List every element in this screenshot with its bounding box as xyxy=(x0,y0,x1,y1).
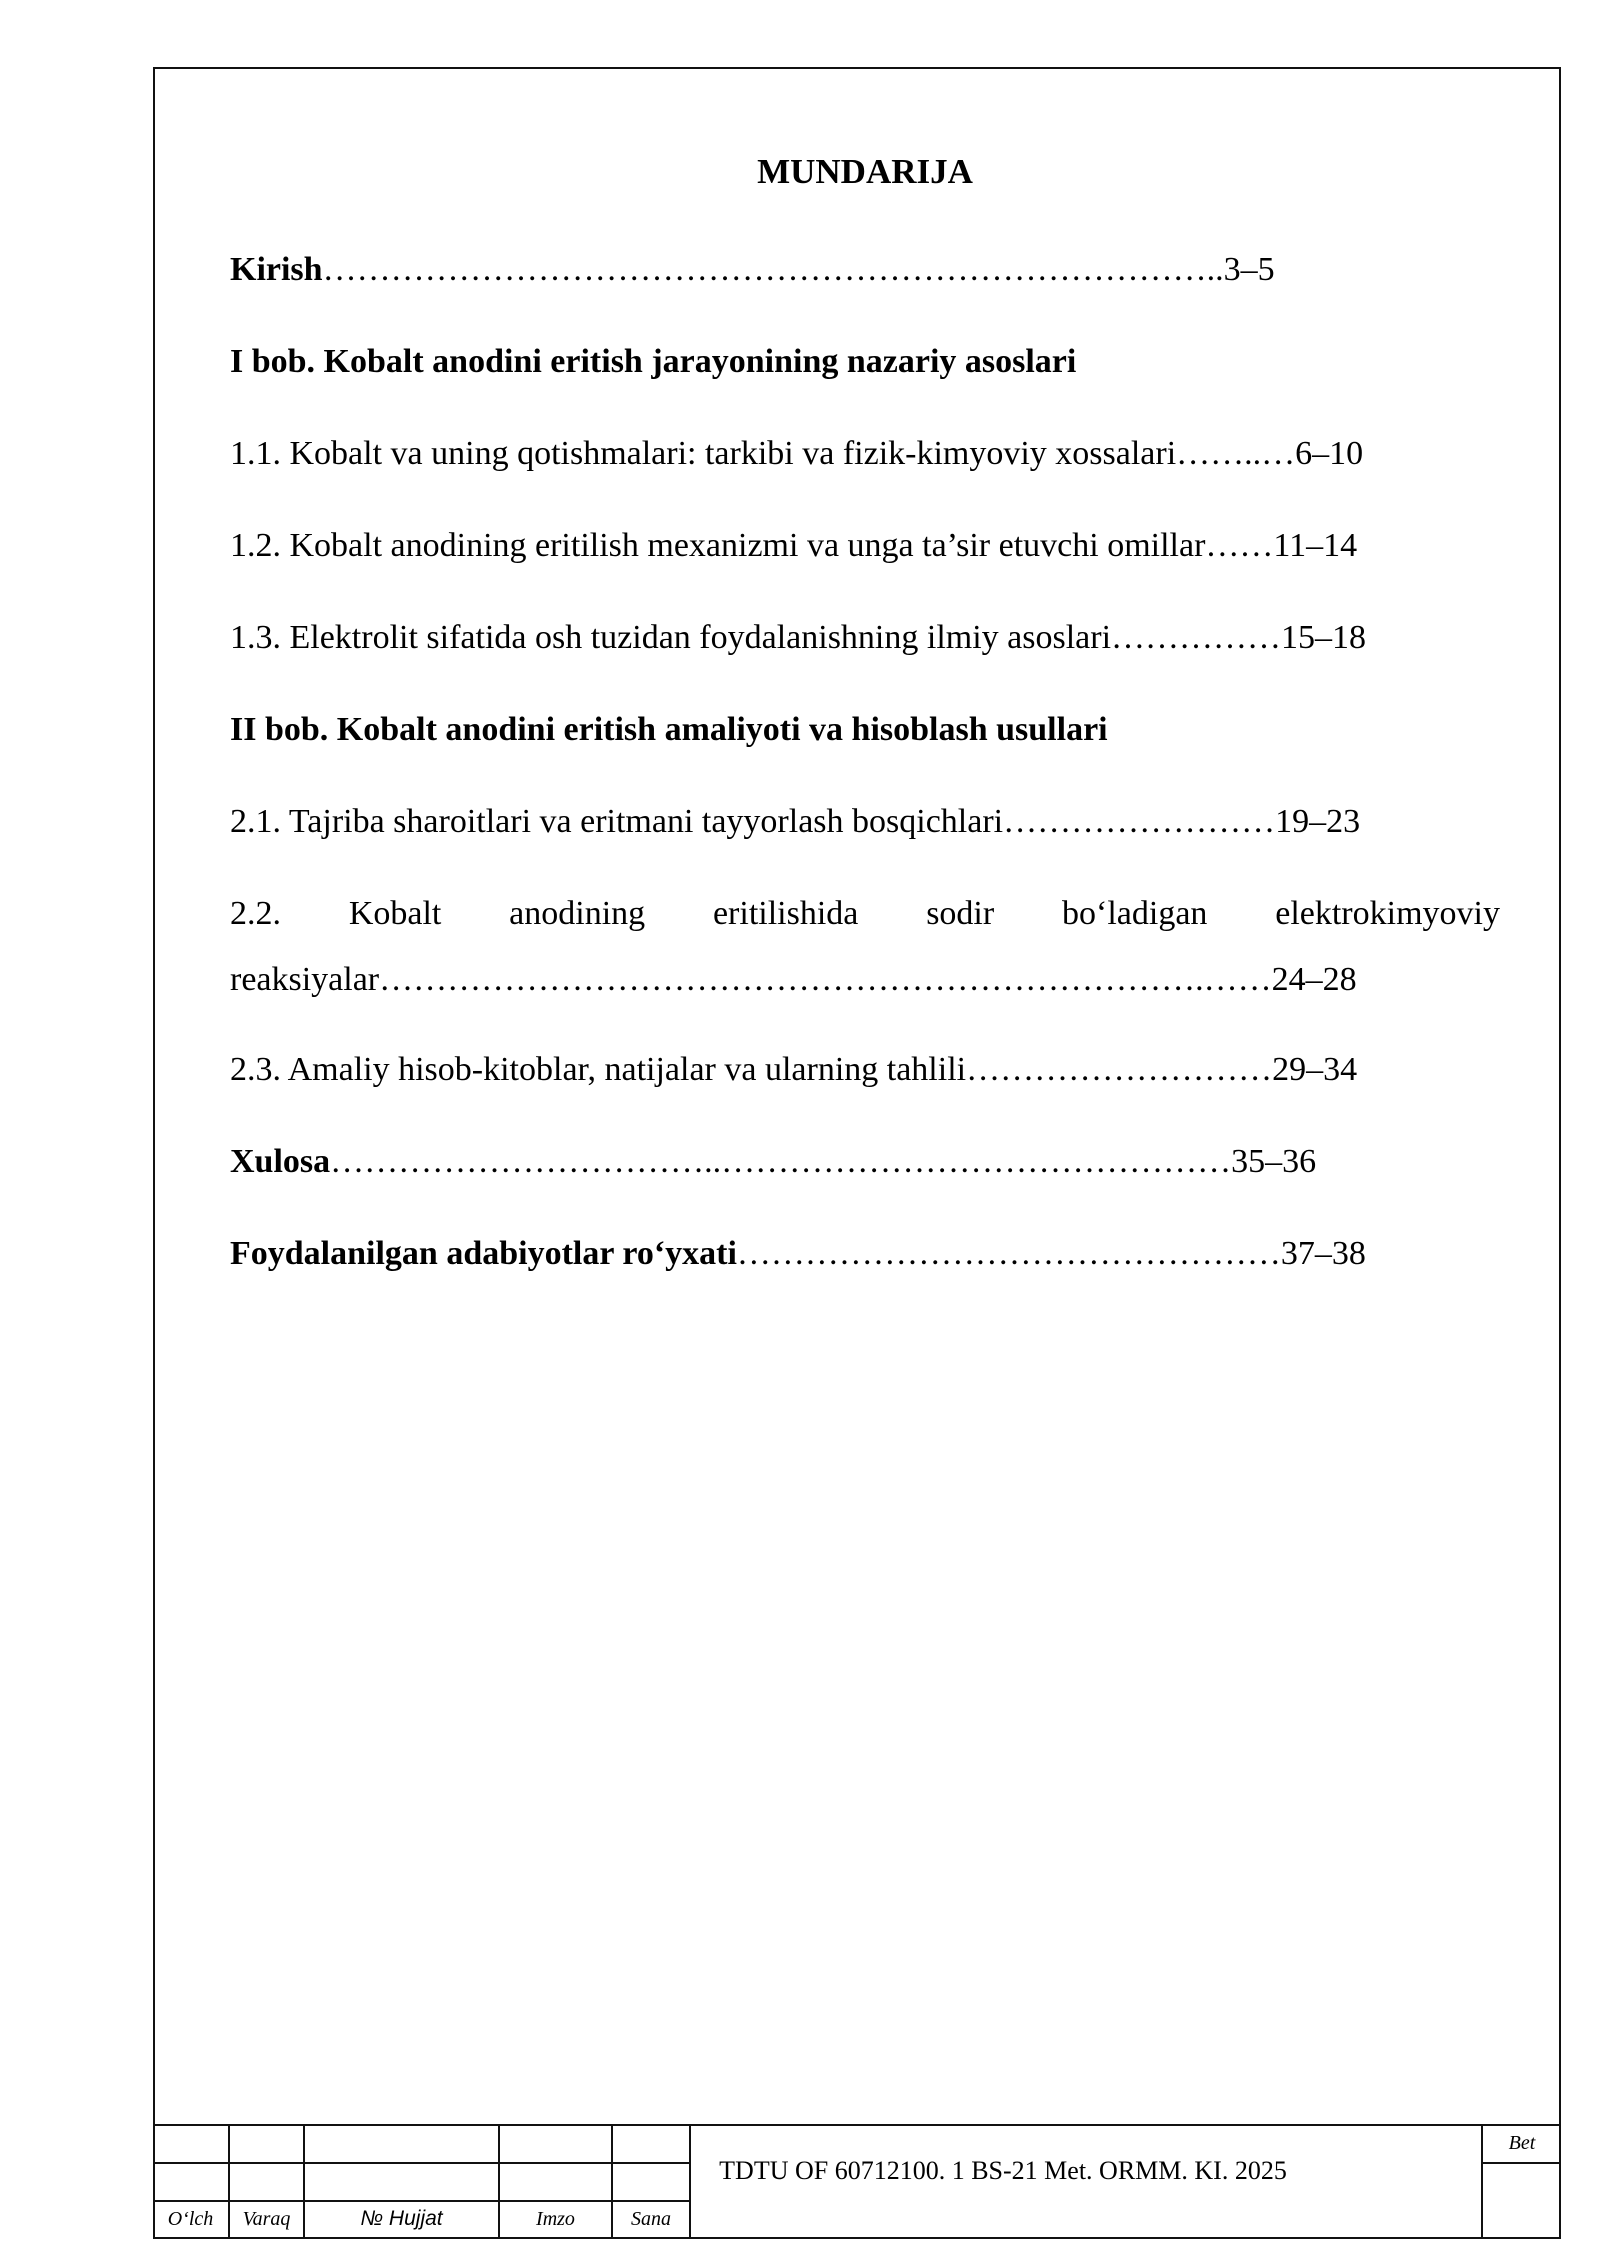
toc-entry-2-3 xyxy=(230,1050,1500,1090)
toc-entry-adabiyotlar xyxy=(230,1234,1500,1274)
toc-entry-text: Foydalanilgan adabiyotlar ro‘yxati xyxy=(230,1235,737,1272)
toc-entry-dots: ……..… xyxy=(1176,435,1296,472)
stamp-label-bet: Bet xyxy=(1508,2132,1536,2154)
toc-word: bo‘ladigan xyxy=(1062,895,1208,932)
toc-entry-pages: 24–28 xyxy=(1271,961,1357,998)
toc-entry-dots: ……………………………..……………………………………… xyxy=(330,1143,1232,1180)
toc-entry-text: 1.2. Kobalt anodining eritilish mexanizmi va unga ta’sir etuvchi omillar xyxy=(230,527,1206,564)
toc-entry-text: 2.3. Amaliy hisob-kitoblar, natijalar va ularning tahlili xyxy=(230,1051,967,1088)
stamp-label-olch: O‘lch xyxy=(167,2208,214,2230)
toc-entry-continuation xyxy=(230,960,1500,1000)
toc-entry-pages: 11–14 xyxy=(1273,527,1358,564)
toc-entry-pages: 29–34 xyxy=(1272,1051,1358,1088)
toc-entry-1-1 xyxy=(230,434,1500,474)
toc-entry-dots: ……………………………………………………………….…… xyxy=(379,961,1272,998)
toc-entry-2-1 xyxy=(230,802,1500,842)
toc-word: anodining xyxy=(509,895,646,932)
toc-entry-text: II bob. Kobalt anodini eritish amaliyoti va hisoblash usullari xyxy=(230,711,1108,748)
toc-entry-text: reaksiyalar xyxy=(230,961,380,998)
stamp-label-sana: Sana xyxy=(631,2208,671,2230)
toc-entry-pages: 15–18 xyxy=(1281,619,1367,656)
toc-entry-text: I bob. Kobalt anodini eritish jarayonining nazariy asoslari xyxy=(230,343,1077,380)
toc-entry-pages: 3–5 xyxy=(1223,251,1275,288)
toc-entry-dots: …… xyxy=(1205,527,1274,564)
toc-entry-text: Kirish xyxy=(230,251,323,288)
toc-entry-text: 2.1. Tajriba sharoitlari va eritmani tayyorlash bosqichlari xyxy=(230,803,1004,840)
toc-entry-xulosa xyxy=(230,1142,1500,1182)
toc-entry-dots: …………………… xyxy=(1003,803,1276,840)
toc-entry-pages: 6–10 xyxy=(1295,435,1364,472)
document-code: TDTU OF 60712100. 1 BS-21 Met. ORMM. KI. 2025 xyxy=(719,2156,1287,2185)
toc-entry-dots: ………………………………………… xyxy=(736,1235,1281,1272)
stamp-bet-line xyxy=(1481,2162,1561,2164)
toc-entry-dots: …………… xyxy=(1111,619,1282,656)
title-block xyxy=(153,2124,1561,2239)
toc-word: elektrokimyoviy xyxy=(1275,895,1500,932)
toc-word: Kobalt xyxy=(348,895,442,932)
toc-entry-dots: …………………………………………………………………….. xyxy=(322,251,1224,288)
stamp-label-varaq: Varaq xyxy=(242,2208,291,2230)
toc-word: 2.2. xyxy=(230,895,281,932)
toc-chapter-1 xyxy=(230,342,1500,382)
toc-entry-justified-line xyxy=(230,894,1500,934)
toc-entry-pages: 37–38 xyxy=(1280,1235,1366,1272)
toc-entry-kirish xyxy=(230,250,1500,290)
toc-entry-dots: ……………………… xyxy=(966,1051,1273,1088)
stamp-top-line xyxy=(153,2124,1561,2126)
stamp-label-hujjat: № Hujjat xyxy=(360,2207,443,2230)
toc-chapter-2 xyxy=(230,710,1500,750)
stamp-label-imzo: Imzo xyxy=(536,2208,575,2230)
toc-entry-pages: 35–36 xyxy=(1231,1143,1317,1180)
toc-entry-2-2 xyxy=(230,894,1500,1000)
toc-word: sodir xyxy=(926,895,995,932)
toc-entry-1-3 xyxy=(230,618,1500,658)
toc-entry-text: 1.3. Elektrolit sifatida osh tuzidan foydalanishning ilmiy asoslari xyxy=(230,619,1112,656)
stamp-col-line xyxy=(689,2124,691,2239)
toc-entry-text: 1.1. Kobalt va uning qotishmalari: tarkibi va fizik-kimyoviy xossalari xyxy=(230,435,1177,472)
toc-entry-pages: 19–23 xyxy=(1275,803,1361,840)
toc-word: eritilishida xyxy=(712,895,859,932)
toc-entry-1-2 xyxy=(230,526,1500,566)
page-title: MUNDARIJA xyxy=(757,152,973,191)
toc-entry-text: Xulosa xyxy=(230,1143,331,1180)
